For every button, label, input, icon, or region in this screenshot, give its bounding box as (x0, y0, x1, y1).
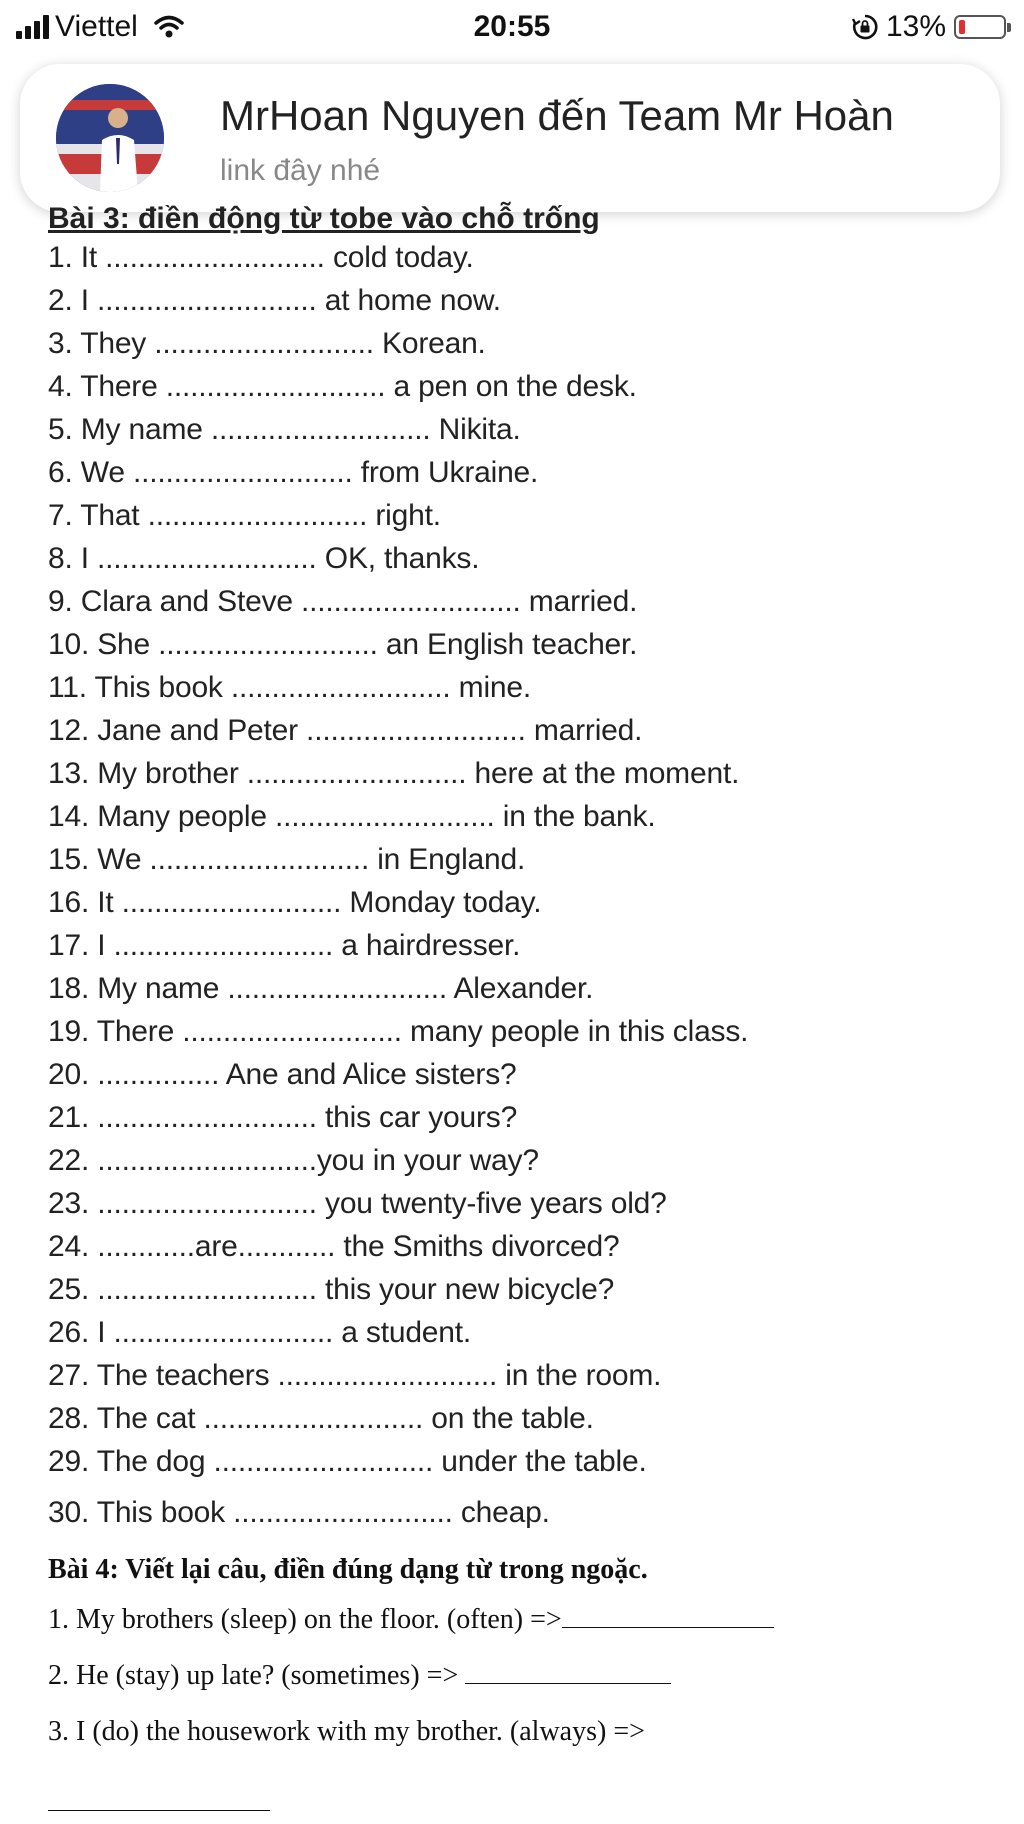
exercise-4-item-3-text: 3. I (do) the housework with my brother. (always) => (48, 1716, 645, 1747)
exercise-3-item-12: 12. Jane and Peter ........................... married. (48, 714, 643, 747)
exercise-4-item-1 (48, 1592, 1008, 1648)
exercise-3-item-19: 19. There ........................... many people in this class. (48, 1015, 749, 1048)
exercise-3-item-16: 16. It ........................... Monday today. (48, 886, 542, 919)
exercise-3-item-10: 10. She ........................... an English teacher. (48, 628, 638, 661)
exercise-3-item-30: 30. This book ........................... cheap. (48, 1496, 550, 1529)
notification-banner[interactable] (20, 64, 1000, 212)
sender-avatar (56, 84, 164, 192)
notification-title: MrHoan Nguyen đến Team Mr Hoàn (220, 92, 894, 139)
carrier-name: Viettel (55, 10, 138, 43)
exercise-3-item-14: 14. Many people ........................... in the bank. (48, 800, 656, 833)
exercise-3-item-25: 25. ........................... this your new bicycle? (48, 1273, 615, 1306)
exercise-4-item-2-text: 2. He (stay) up late? (sometimes) => (48, 1660, 459, 1691)
exercise-3-item-15: 15. We ........................... in England. (48, 843, 526, 876)
battery-percent: 13% (885, 10, 946, 43)
battery-icon (954, 15, 1006, 39)
exercise-3-list (48, 236, 1008, 1483)
notification-subtitle: link đây nhé (220, 154, 381, 187)
battery-level-fill (959, 20, 965, 34)
status-time: 20:55 (473, 10, 551, 43)
exercise-3-item-4: 4. There ........................... a pen on the desk. (48, 370, 637, 403)
exercise-3-item-28: 28. The cat ........................... on the table. (48, 1402, 594, 1435)
exercise-3-item-29: 29. The dog ........................... under the table. (48, 1445, 647, 1478)
answer-blank (562, 1627, 774, 1628)
status-bar-right (852, 10, 1006, 44)
exercise-3-item-2: 2. I ........................... at home now. (48, 284, 501, 317)
exercise-3-item-18: 18. My name ........................... Alexander. (48, 972, 594, 1005)
worksheet (48, 202, 1008, 1811)
exercise-3-item-17: 17. I ........................... a hairdresser. (48, 929, 521, 962)
exercise-3-item-11: 11. This book ........................... mine. (48, 671, 532, 704)
status-bar (0, 0, 1024, 56)
exercise-3-item-6: 6. We ........................... from Ukraine. (48, 456, 539, 489)
exercise-3-item-5: 5. My name ........................... Nikita. (48, 413, 521, 446)
exercise-4-heading: Bài 4: Viết lại câu, điền đúng dạng từ trong ngoặc. (48, 1554, 648, 1585)
rotation-lock-icon (852, 14, 878, 40)
exercise-3-item-20: 20. ............... Ane and Alice sisters? (48, 1058, 517, 1091)
exercise-3-item-26: 26. I ........................... a student. (48, 1316, 472, 1349)
answer-blank (48, 1766, 270, 1811)
exercise-3-item-22: 22. ...........................you in your way? (48, 1144, 539, 1177)
exercise-3-heading: Bài 3: điền động từ tobe vào chỗ trống (48, 202, 600, 235)
exercise-4-item-2 (48, 1648, 1008, 1704)
exercise-3-item-1: 1. It ........................... cold today. (48, 241, 474, 274)
exercise-3-item-13: 13. My brother ........................... here at the moment. (48, 757, 740, 790)
exercise-3-item-21: 21. ........................... this car yours? (48, 1101, 518, 1134)
exercise-4-item-1-text: 1. My brothers (sleep) on the floor. (often) => (48, 1604, 562, 1635)
exercise-3-item-8: 8. I ........................... OK, thanks. (48, 542, 480, 575)
exercise-3-item-24: 24. ............are............ the Smiths divorced? (48, 1230, 620, 1263)
exercise-3-item-7: 7. That ........................... right. (48, 499, 441, 532)
exercise-3-item-9: 9. Clara and Steve ........................... married. (48, 585, 638, 618)
exercise-3-item-27: 27. The teachers ........................... in the room. (48, 1359, 662, 1392)
answer-blank (465, 1683, 671, 1684)
exercise-3-item-23: 23. ........................... you twenty-five years old? (48, 1187, 667, 1220)
exercise-4-item-3 (48, 1704, 1008, 1760)
exercise-3-item-3: 3. They ........................... Korean. (48, 327, 486, 360)
